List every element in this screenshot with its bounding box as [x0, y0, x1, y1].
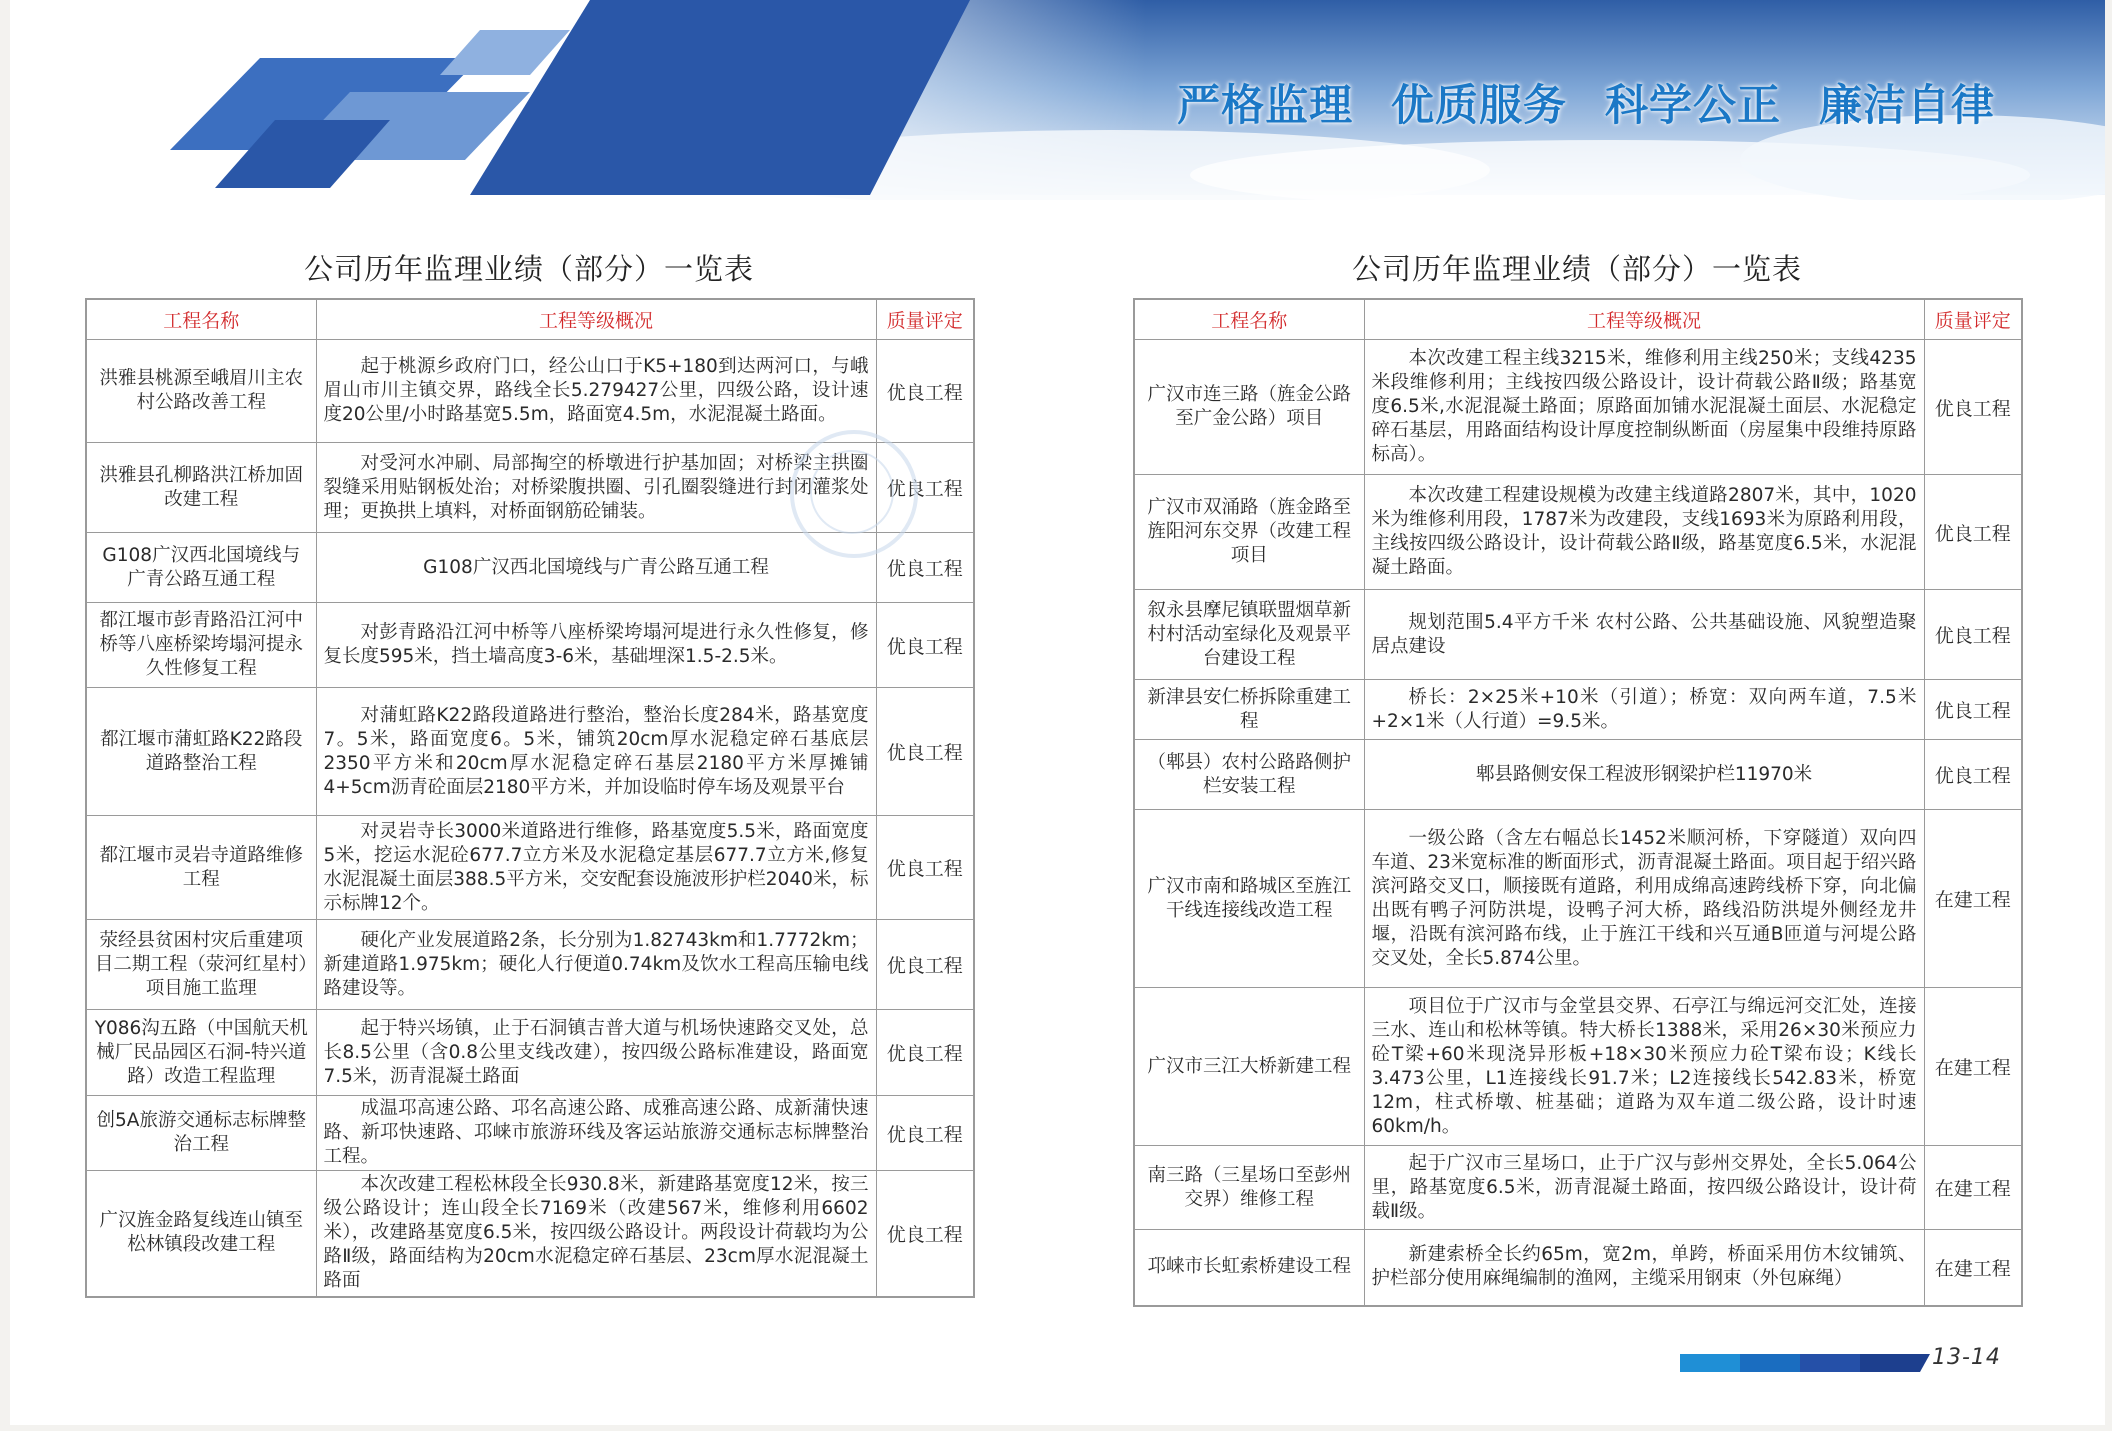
quality-rating: 优良工程	[876, 1010, 974, 1096]
table-header-row	[86, 299, 974, 340]
project-desc: 项目位于广汉市与金堂县交界、石亭江与绵远河交汇处，连接三水、连山和松林等镇。特大桥长1388米，采用26×30米预应力砼T梁+60米现浇异形板+18×30米预应力砼T梁布设；K线长3.473公里，L1连接线长91.7米；L2连接线长542.83米，桥宽12m，柱式桥墩、桩基础；道路为双车道二级公路，设计时速60km/h。	[1364, 988, 1924, 1146]
column-header: 工程等级概况	[1364, 299, 1924, 340]
project-desc: 起于桃源乡政府门口，经公山口于K5+180到达两河口，与峨眉山市川主镇交界，路线全长5.279427公里，四级公路，设计速度20公里/小时路基宽5.5m，路面宽4.5m，水泥混凝土路面。	[316, 340, 876, 443]
project-desc: 硬化产业发展道路2条，长分别为1.82743km和1.7772km；新建道路1.975km；硬化人行便道0.74km及饮水工程高压输电线路建设等。	[316, 920, 876, 1010]
right-table	[1133, 298, 2023, 1307]
table-row	[1134, 340, 2022, 475]
table-row	[1134, 1230, 2022, 1306]
table-row	[1134, 475, 2022, 590]
column-header: 工程名称	[1134, 299, 1364, 340]
table-row	[86, 1171, 974, 1297]
quality-rating: 在建工程	[1924, 1230, 2022, 1306]
project-name: 南三路（三星场口至彭州交界）维修工程	[1134, 1146, 1364, 1230]
project-name: 洪雅县桃源至峨眉川主农村公路改善工程	[86, 340, 316, 443]
project-desc: 对蒲虹路K22路段道路进行整治，整治长度284米，路基宽度7。5米，路面宽度6。5米，铺筑20cm厚水泥稳定碎石基底层2350平方米和20cm厚水泥稳定碎石基层2180平方米厚摊铺4+5cm沥青砼面层2180平方米，并加设临时停车场及观景平台	[316, 688, 876, 816]
table-row	[86, 603, 974, 688]
project-desc: 起于广汉市三星场口，止于广汉与彭州交界处，全长5.064公里，路基宽度6.5米，沥青混凝土路面，按四级公路设计，设计荷载Ⅱ级。	[1364, 1146, 1924, 1230]
left-panel	[85, 240, 973, 1298]
quality-rating: 优良工程	[876, 920, 974, 1010]
project-desc: 新建索桥全长约65m，宽2m，单跨，桥面采用仿木纹铺筑、护栏部分使用麻绳编制的渔网，主缆采用钢束（外包麻绳）	[1364, 1230, 1924, 1306]
quality-rating: 优良工程	[1924, 590, 2022, 680]
table-header-row	[1134, 299, 2022, 340]
quality-rating: 优良工程	[876, 340, 974, 443]
project-desc: 起于特兴场镇，止于石洞镇吉普大道与机场快速路交叉处，总长8.5公里（含0.8公里支线改建），按四级公路标准建设，路面宽7.5米，沥青混凝土路面	[316, 1010, 876, 1096]
project-desc: 郫县路侧安保工程波形钢梁护栏11970米	[1364, 740, 1924, 810]
project-name: 新津县安仁桥拆除重建工程	[1134, 680, 1364, 740]
table-row	[1134, 988, 2022, 1146]
project-desc: 本次改建工程主线3215米，维修利用主线250米；支线4235米段维修利用；主线按四级公路设计，设计荷载公路Ⅱ级；路基宽度6.5米,水泥混凝土路面；原路面加铺水泥混凝土面层、水泥稳定碎石基层，用路面结构设计厚度控制纵断面（房屋集中段维持原路标高）。	[1364, 340, 1924, 475]
project-name: G108广汉西北国境线与广青公路互通工程	[86, 533, 316, 603]
project-name: 都江堰市蒲虹路K22路段道路整治工程	[86, 688, 316, 816]
project-desc: 对灵岩寺长3000米道路进行维修，路基宽度5.5米，路面宽度5米，挖运水泥砼677.7立方米及水泥稳定基层677.7立方米,修复水泥混凝土面层388.5平方米，交安配套设施波形护栏2040米，标示标牌12个。	[316, 816, 876, 920]
footer-decoration	[1680, 1354, 1930, 1374]
table-row	[86, 688, 974, 816]
project-name: 荥经县贫困村灾后重建项目二期工程（荥河红星村）项目施工监理	[86, 920, 316, 1010]
table-row	[1134, 1146, 2022, 1230]
quality-rating: 在建工程	[1924, 810, 2022, 988]
left-table-title: 公司历年监理业绩（部分）一览表	[303, 252, 754, 286]
project-name: 都江堰市灵岩寺道路维修工程	[86, 816, 316, 920]
project-name: 创5A旅游交通标志标牌整治工程	[86, 1096, 316, 1171]
project-desc: 本次改建工程松林段全长930.8米，新建路基宽度12米，按三级公路设计；连山段全长7169米（改建567米，维修利用6602米），改建路基宽度6.5米，按四级公路设计。两段设计荷载均为公路Ⅱ级，路面结构为20cm水泥稳定碎石基层、23cm厚水泥混凝土路面	[316, 1171, 876, 1297]
project-desc: 一级公路（含左右幅总长1452米顺河桥，下穿隧道）双向四车道、23米宽标准的断面形式，沥青混凝土路面。项目起于绍兴路滨河路交叉口，顺接既有道路，利用成绵高速跨线桥下穿，向北偏出既有鸭子河防洪堤，设鸭子河大桥，路线沿防洪堤外侧经龙井堰，沿既有滨河路布线，止于旌江干线和兴互通B匝道与河堤公路交叉处，全长5.874公里。	[1364, 810, 1924, 988]
project-desc: 对受河水冲刷、局部掏空的桥墩进行护基加固；对桥梁主拱圈裂缝采用贴钢板处治；对桥梁腹拱圈、引孔圈裂缝进行封闭灌浆处理；更换拱上填料，对桥面钢筋砼铺装。	[316, 443, 876, 533]
project-desc: 规划范围5.4平方千米 农村公路、公共基础设施、风貌塑造聚居点建设	[1364, 590, 1924, 680]
project-name: 广汉市三江大桥新建工程	[1134, 988, 1364, 1146]
table-row	[1134, 590, 2022, 680]
project-name: 广汉旌金路复线连山镇至松林镇段改建工程	[86, 1171, 316, 1297]
header-banner	[10, 0, 2105, 200]
table-row	[86, 1096, 974, 1171]
quality-rating: 优良工程	[1924, 475, 2022, 590]
project-name: 邛崃市长虹索桥建设工程	[1134, 1230, 1364, 1306]
project-name: Y086沟五路（中国航天机械厂民品园区石洞-特兴道路）改造工程监理	[86, 1010, 316, 1096]
project-name: 洪雅县孔柳路洪江桥加固改建工程	[86, 443, 316, 533]
table-row	[86, 816, 974, 920]
project-desc: 对彭青路沿江河中桥等八座桥梁垮塌河堤进行永久性修复，修复长度595米，挡土墙高度3-6米，基础埋深1.5-2.5米。	[316, 603, 876, 688]
project-name: 广汉市南和路城区至旌江干线连接线改造工程	[1134, 810, 1364, 988]
project-name: 叙永县摩尼镇联盟烟草新村村活动室绿化及观景平台建设工程	[1134, 590, 1364, 680]
quality-rating: 优良工程	[876, 688, 974, 816]
column-header: 工程名称	[86, 299, 316, 340]
right-table-title: 公司历年监理业绩（部分）一览表	[1351, 252, 1802, 286]
table-row	[86, 1010, 974, 1096]
project-desc: 本次改建工程建设规模为改建主线道路2807米，其中，1020米为维修利用段，1787米为改建段，支线1693米为原路利用段，主线按四级公路设计，设计荷载公路Ⅱ级，路基宽度6.5米，水泥混凝土路面。	[1364, 475, 1924, 590]
table-row	[1134, 740, 2022, 810]
project-name: （郫县）农村公路路侧护栏安装工程	[1134, 740, 1364, 810]
quality-rating: 在建工程	[1924, 988, 2022, 1146]
quality-rating: 优良工程	[876, 443, 974, 533]
quality-rating: 优良工程	[876, 1171, 974, 1297]
project-desc: G108广汉西北国境线与广青公路互通工程	[316, 533, 876, 603]
table-row	[1134, 680, 2022, 740]
project-name: 广汉市连三路（旌金公路至广金公路）项目	[1134, 340, 1364, 475]
column-header: 工程等级概况	[316, 299, 876, 340]
page-number: 13-14	[1932, 1345, 2001, 1370]
column-header: 质量评定	[1924, 299, 2022, 340]
right-panel	[1133, 240, 2021, 1307]
project-desc: 桥长：2×25米+10米（引道）；桥宽：双向两车道，7.5米+2×1米（人行道）=9.5米。	[1364, 680, 1924, 740]
quality-rating: 优良工程	[876, 816, 974, 920]
column-header: 质量评定	[876, 299, 974, 340]
project-desc: 成温邛高速公路、邛名高速公路、成雅高速公路、成新蒲快速路、新邛快速路、邛崃市旅游环线及客运站旅游交通标志标牌整治工程。	[316, 1096, 876, 1171]
table-row	[1134, 810, 2022, 988]
table-row	[86, 340, 974, 443]
project-name: 广汉市双涌路（旌金路至旌阳河东交界（改建工程项目	[1134, 475, 1364, 590]
quality-rating: 优良工程	[876, 603, 974, 688]
quality-rating: 优良工程	[876, 1096, 974, 1171]
quality-rating: 优良工程	[1924, 740, 2022, 810]
slogan: 严格监理 优质服务 科学公正 廉洁自律	[1177, 81, 1995, 131]
project-name: 都江堰市彭青路沿江河中桥等八座桥梁垮塌河提永久性修复工程	[86, 603, 316, 688]
table-row	[86, 920, 974, 1010]
quality-rating: 优良工程	[876, 533, 974, 603]
watermark-seal	[790, 430, 918, 558]
quality-rating: 优良工程	[1924, 680, 2022, 740]
quality-rating: 优良工程	[1924, 340, 2022, 475]
brochure-page	[10, 0, 2105, 1425]
quality-rating: 在建工程	[1924, 1146, 2022, 1230]
